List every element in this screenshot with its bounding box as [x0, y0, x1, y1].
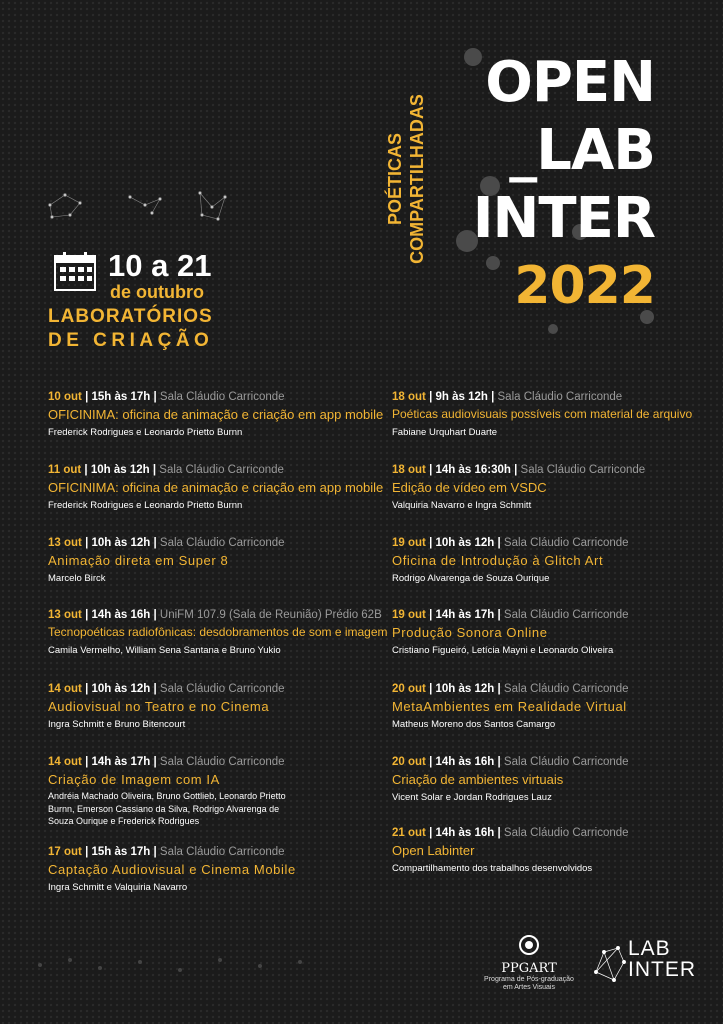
event-title: Produção Sonora Online: [392, 625, 548, 640]
event-item: 17 out | 15h às 17h | Sala Cláudio Carriconde Captação Audiovisual e Cinema Mobile Ingra Schmitt e Valquiria Navarro: [48, 845, 368, 894]
labinter-logo: [592, 936, 696, 996]
lab-heading-line1: LABORATÓRIOS: [48, 306, 213, 327]
event-title: Criação de ambientes virtuais: [392, 772, 564, 787]
event-date: 20 out: [392, 756, 426, 768]
subtitle-line2: COMPARTILHADAS: [407, 94, 427, 264]
event-time: 9h às 12h: [435, 391, 488, 403]
event-item: 19 out | 14h às 17h | Sala Cláudio Carriconde Produção Sonora Online Cristiano Figueiró, Letícia Mayni e Leonardo Oliveira: [392, 608, 712, 657]
event-people: Fabiane Urquhart Duarte: [392, 427, 498, 438]
event-date: 18 out: [392, 464, 426, 476]
event-people: Ingra Schmitt e Valquiria Navarro: [48, 882, 188, 893]
calendar-icon: [54, 251, 96, 291]
ppgart-logo: [474, 934, 584, 992]
event-time: 14h às 16h: [91, 609, 151, 621]
event-room: Sala Cláudio Carriconde: [497, 391, 623, 403]
event-date: 19 out: [392, 537, 426, 549]
labinter-line2: INTER: [628, 958, 696, 981]
ppgart-emblem-icon: [515, 934, 543, 956]
event-room: Sala Cláudio Carriconde: [159, 537, 285, 549]
event-time: 10h às 12h: [435, 537, 495, 549]
event-title: MetaAmbientes em Realidade Virtual: [392, 699, 627, 714]
title-lab: _LAB: [509, 118, 655, 183]
constellation-decoration: [40, 185, 240, 235]
event-item: 14 out | 10h às 12h | Sala Cláudio Carriconde Audiovisual no Teatro e no Cinema Ingra Schmitt e Bruno Bitencourt: [48, 682, 368, 731]
event-time: 14h às 16h: [435, 756, 495, 768]
event-title: Edição de vídeo em VSDC: [392, 480, 547, 495]
event-people: Valquiria Navarro e Ingra Schmitt: [392, 500, 532, 511]
labinter-network-icon: [592, 942, 628, 986]
event-item: 11 out | 10h às 12h | Sala Cláudio Carriconde OFICINIMA: oficina de animação e criação em app mobile Frederick Rodrigues e Leonardo Prietto Burnn: [48, 464, 384, 511]
event-room: Sala Cláudio Carriconde: [503, 827, 629, 839]
event-item: 19 out | 10h às 12h | Sala Cláudio Carriconde Oficina de Introdução à Glitch Art Rodrigo Alvarenga de Souza Ourique: [392, 536, 712, 585]
ppgart-name: PPGART: [501, 961, 557, 976]
event-room: Sala Cláudio Carriconde: [503, 683, 629, 695]
event-date: 11 out: [48, 464, 82, 476]
event-room: Sala Cláudio Carriconde: [503, 537, 629, 549]
event-room: Sala Cláudio Carriconde: [159, 846, 285, 858]
event-people: Vicent Solar e Jordan Rodrigues Lauz: [392, 792, 552, 803]
event-date: 13 out: [48, 609, 82, 621]
event-room: UniFM 107.9 (Sala de Reunião) Prédio 62B: [159, 609, 382, 621]
event-date: 17 out: [48, 846, 82, 858]
event-room: Sala Cláudio Carriconde: [520, 464, 646, 476]
event-room: Sala Cláudio Carriconde: [503, 609, 629, 621]
event-people: Ingra Schmitt e Bruno Bitencourt: [48, 719, 186, 730]
decor-dot: [486, 256, 500, 270]
decor-dot: [548, 324, 558, 334]
event-time: 14h às 16h: [435, 827, 495, 839]
ppgart-subtitle-line2: em Artes Visuais: [502, 984, 555, 991]
date-range: 10 a 21: [108, 248, 212, 283]
event-date: 14 out: [48, 683, 82, 695]
event-title: Audiovisual no Teatro e no Cinema: [48, 699, 270, 714]
title-year: 2022: [514, 256, 655, 316]
event-item: 13 out | 10h às 12h | Sala Cláudio Carriconde Animação direta em Super 8 Marcelo Birck: [48, 536, 368, 585]
event-people: Cristiano Figueiró, Letícia Mayni e Leonardo Oliveira: [392, 645, 614, 656]
event-item: 10 out | 15h às 17h | Sala Cláudio Carriconde OFICINIMA: oficina de animação e criação em app mobile Frederick Rodrigues e Leonardo Prietto Burnn: [48, 391, 384, 438]
event-time: 10h às 12h: [91, 683, 151, 695]
event-item: 13 out | 14h às 16h | UniFM 107.9 (Sala de Reunião) Prédio 62B Tecnopoéticas radiofônicas: desdobramentos de som e imagem Camila Vermelho, William Sena Santana e Bruno Yukio: [48, 609, 388, 656]
event-title: Captação Audiovisual e Cinema Mobile: [48, 862, 296, 877]
event-item: 18 out | 9h às 12h | Sala Cláudio Carriconde Poéticas audiovisuais possíveis com material de arquivo Fabiane Urquhart Duarte: [392, 390, 712, 439]
event-title: Tecnopoéticas radiofônicas: desdobramentos de som e imagem: [48, 625, 388, 639]
event-date: 13 out: [48, 537, 82, 549]
decor-dot: [464, 48, 482, 66]
event-title: OFICINIMA: oficina de animação e criação em app mobile: [48, 407, 384, 422]
event-item: 14 out | 14h às 17h | Sala Cláudio Carriconde Criação de Imagem com IA Andréia Machado Oliveira, Bruno Gottlieb, Leonardo Prietto Burnn, Emerson Cassiano da Silva, Rodrigo Alvarenga de Souza Ourique e Frederick Rodrigues: [48, 755, 298, 828]
event-time: 14h às 17h: [435, 609, 495, 621]
event-room: Sala Cláudio Carriconde: [503, 756, 629, 768]
event-title: OFICINIMA: oficina de animação e criação em app mobile: [48, 480, 384, 495]
event-room: Sala Cláudio Carriconde: [159, 464, 284, 476]
event-time: 10h às 12h: [435, 683, 495, 695]
event-time: 10h às 12h: [91, 537, 151, 549]
event-time: 14h às 16:30h: [435, 464, 511, 476]
event-time: 15h às 17h: [91, 846, 151, 858]
event-date: 18 out: [392, 391, 426, 403]
subtitle-line1: POÉTICAS: [385, 133, 405, 226]
event-title: Open Labinter: [392, 843, 475, 858]
event-people: Compartilhamento dos trabalhos desenvolvidos: [392, 863, 593, 874]
event-title: Oficina de Introdução à Glitch Art: [392, 553, 604, 568]
event-title: Poéticas audiovisuais possíveis com material de arquivo: [392, 407, 693, 421]
ppgart-subtitle-line1: Programa de Pós-graduação: [484, 976, 574, 983]
event-time: 10h às 12h: [90, 464, 150, 476]
event-title: Criação de Imagem com IA: [48, 772, 220, 787]
event-people: Matheus Moreno dos Santos Camargo: [392, 719, 556, 730]
event-date: 21 out: [392, 827, 426, 839]
event-people: Marcelo Birck: [48, 573, 106, 584]
event-people: Frederick Rodrigues e Leonardo Prietto Burnn: [48, 427, 243, 438]
event-item: 18 out | 14h às 16:30h | Sala Cláudio Carriconde Edição de vídeo em VSDC Valquiria Navarro e Ingra Schmitt: [392, 463, 712, 512]
labinter-line1: LAB: [628, 937, 671, 960]
title-inter: INTER: [472, 186, 655, 251]
subtitle-vertical: [384, 64, 444, 294]
event-time: 14h às 17h: [91, 756, 151, 768]
event-time: 15h às 17h: [91, 391, 151, 403]
event-date: 10 out: [48, 391, 82, 403]
constellation-decoration-bottom: [30, 950, 330, 980]
event-date: 19 out: [392, 609, 426, 621]
event-room: Sala Cláudio Carriconde: [159, 683, 285, 695]
event-title: Animação direta em Super 8: [48, 553, 229, 568]
event-people: Frederick Rodrigues e Leonardo Prietto Burnn: [48, 500, 243, 511]
title-open: OPEN: [485, 50, 655, 115]
event-date: 14 out: [48, 756, 82, 768]
event-item: 21 out | 14h às 16h | Sala Cláudio Carriconde Open Labinter Compartilhamento dos trabalhos desenvolvidos: [392, 826, 712, 875]
event-room: Sala Cláudio Carriconde: [159, 756, 285, 768]
date-month: de outubro: [110, 282, 204, 302]
event-date: 20 out: [392, 683, 426, 695]
event-item: 20 out | 14h às 16h | Sala Cláudio Carriconde Criação de ambientes virtuais Vicent Solar e Jordan Rodrigues Lauz: [392, 755, 712, 804]
event-item: 20 out | 10h às 12h | Sala Cláudio Carriconde MetaAmbientes em Realidade Virtual Matheus Moreno dos Santos Camargo: [392, 682, 712, 731]
event-people: Camila Vermelho, William Sena Santana e Bruno Yukio: [48, 645, 281, 656]
lab-heading-line2: DE CRIAÇÃO: [48, 330, 214, 351]
event-people: Andréia Machado Oliveira, Bruno Gottlieb, Leonardo Prietto Burnn, Emerson Cassiano da Silva, Rodrigo Alvarenga de Souza Ourique e Frederick Rodrigues: [48, 791, 286, 826]
event-people: Rodrigo Alvarenga de Souza Ourique: [392, 573, 550, 584]
event-room: Sala Cláudio Carriconde: [159, 391, 285, 403]
